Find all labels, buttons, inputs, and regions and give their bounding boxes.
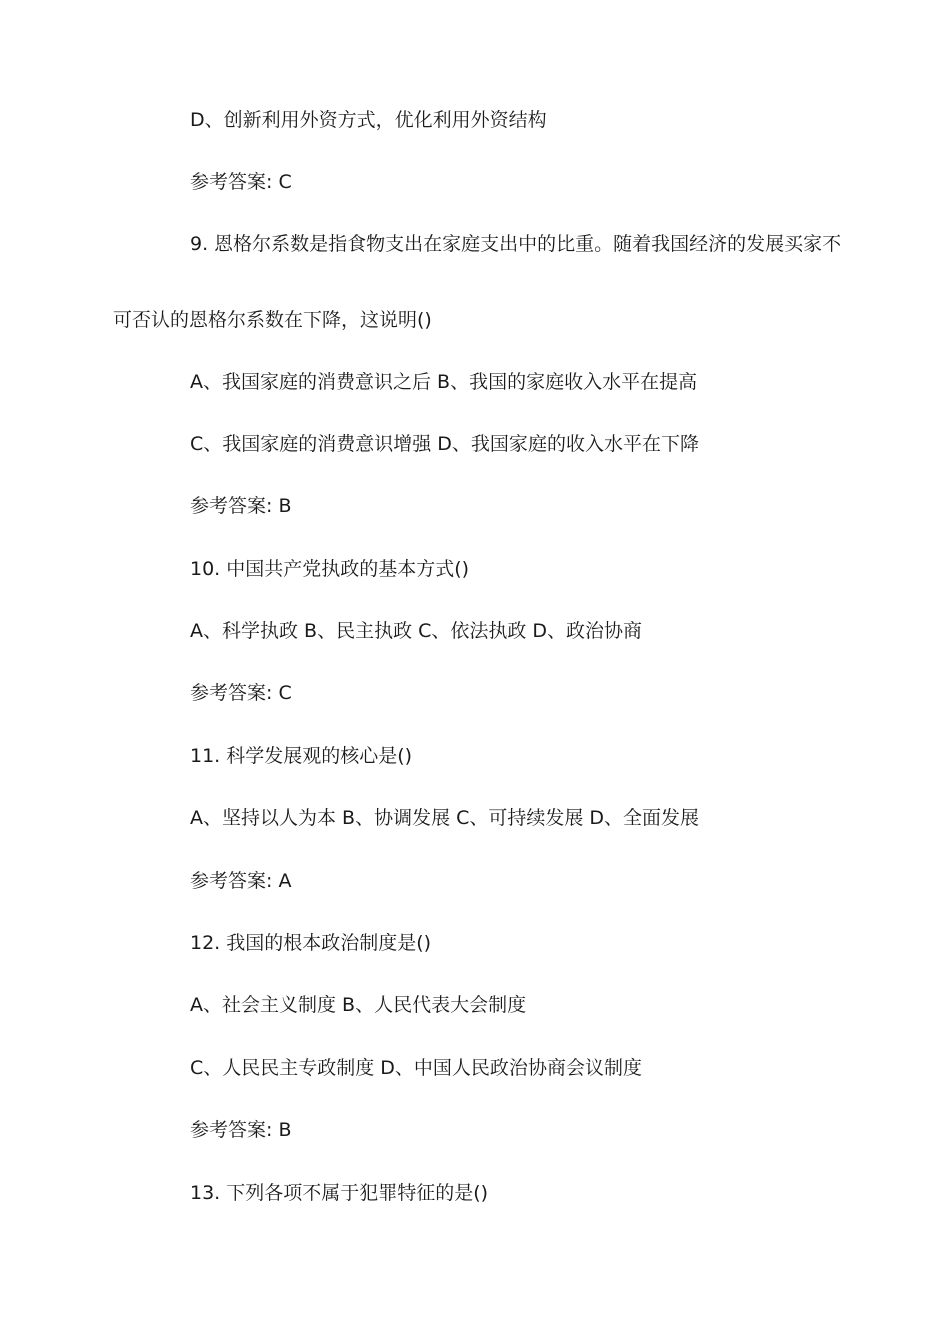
option-line-q12-cd: C、人民民主专政制度 D、中国人民政治协商会议制度 bbox=[190, 1057, 642, 1079]
option-line-q9-cd: C、我国家庭的消费意识增强 D、我国家庭的收入水平在下降 bbox=[190, 433, 699, 455]
question-line-q12: 12. 我国的根本政治制度是() bbox=[190, 932, 432, 954]
question-line-q9: 9. 恩格尔系数是指食物支出在家庭支出中的比重。随着我国经济的发展买家不 bbox=[190, 233, 842, 255]
question-line-q9-cont: 可否认的恩格尔系数在下降，这说明() bbox=[113, 309, 432, 331]
option-line-q8-d: D、创新利用外资方式，优化利用外资结构 bbox=[190, 109, 547, 131]
question-line-q13: 13. 下列各项不属于犯罪特征的是() bbox=[190, 1182, 489, 1204]
option-line-q12-ab: A、社会主义制度 B、人民代表大会制度 bbox=[190, 994, 527, 1016]
option-line-q9-ab: A、我国家庭的消费意识之后 B、我国的家庭收入水平在提高 bbox=[190, 371, 698, 393]
answer-line-q10: 参考答案: C bbox=[190, 682, 292, 704]
option-line-q10: A、科学执政 B、民主执政 C、依法执政 D、政治协商 bbox=[190, 620, 643, 642]
question-line-q10: 10. 中国共产党执政的基本方式() bbox=[190, 558, 470, 580]
answer-line-q9: 参考答案: B bbox=[190, 495, 292, 517]
answer-line-q12: 参考答案: B bbox=[190, 1119, 292, 1141]
question-line-q11: 11. 科学发展观的核心是() bbox=[190, 745, 413, 767]
answer-line-q11: 参考答案: A bbox=[190, 870, 292, 892]
answer-line-q8: 参考答案: C bbox=[190, 171, 292, 193]
option-line-q11: A、坚持以人为本 B、协调发展 C、可持续发展 D、全面发展 bbox=[190, 807, 700, 829]
